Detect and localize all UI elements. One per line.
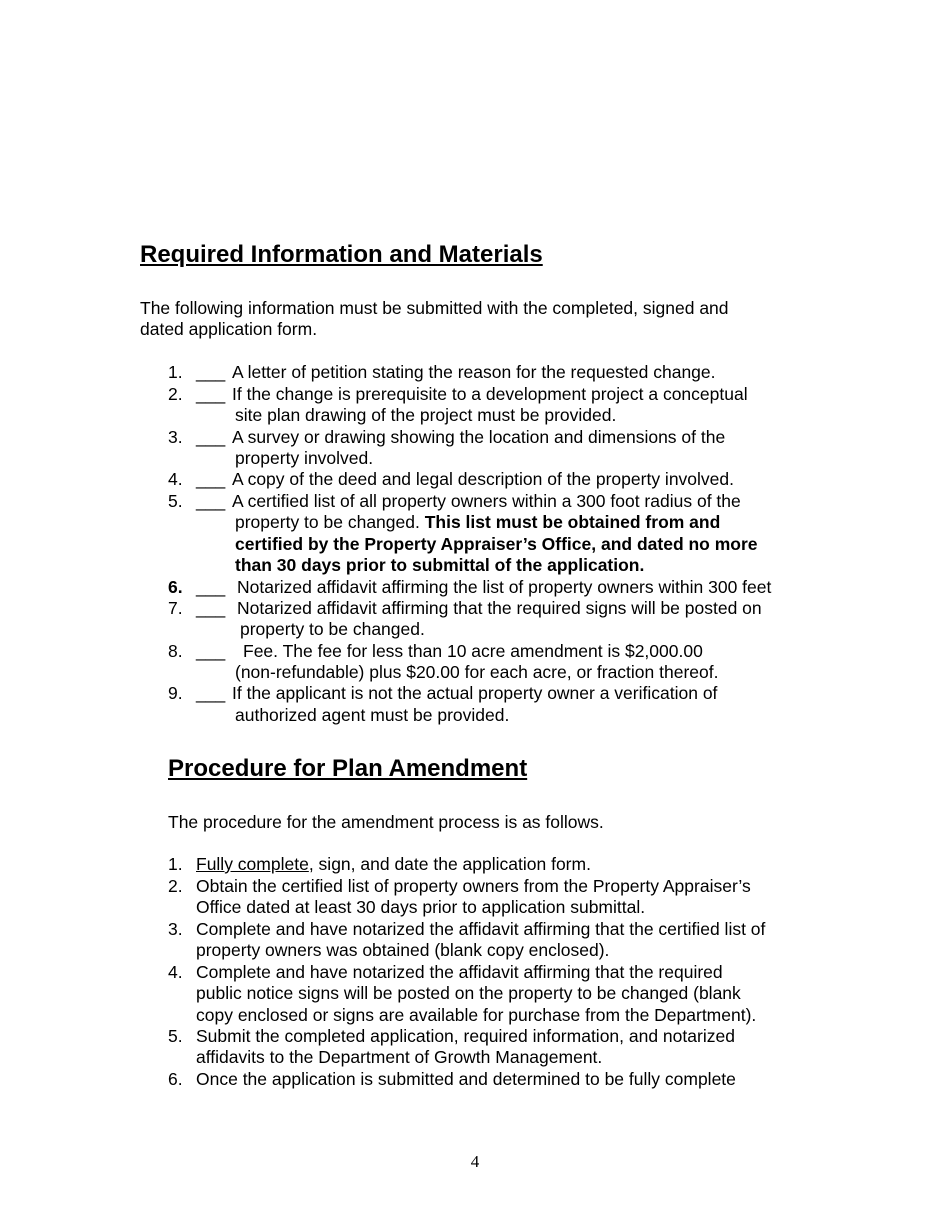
checkbox-blank: ___ [196, 491, 226, 511]
item-text-continued: (non-refundable) plus $20.00 for each acre, or fraction thereof. [235, 662, 719, 682]
item-text: Fee. The fee for less than 10 acre amendment is $2,000.00 [243, 641, 703, 661]
procedure-intro: The procedure for the amendment process is as follows. [168, 812, 604, 832]
item-text: If the applicant is not the actual property owner a verification of [232, 683, 718, 703]
item-text-bold-continued: certified by the Property Appraiser’s Office, and dated no more [235, 534, 758, 554]
item-text-plain: property to be changed. [235, 512, 425, 532]
item-text: Complete and have notarized the affidavit affirming that the certified list of [196, 919, 766, 939]
item-text: A letter of petition stating the reason for the requested change. [232, 362, 716, 382]
required-intro-line-1: The following information must be submitted with the completed, signed and [140, 298, 729, 318]
item-number: 3. [168, 427, 183, 447]
item-text: A survey or drawing showing the location and dimensions of the [232, 427, 726, 447]
item-text-continued: property involved. [235, 448, 374, 468]
underlined-text: Fully complete [196, 854, 309, 874]
item-number: 6. [168, 577, 183, 597]
item-number: 1. [168, 362, 183, 382]
section-heading-procedure: Procedure for Plan Amendment [168, 755, 528, 782]
item-text-continued: authorized agent must be provided. [235, 705, 510, 725]
item-number: 4. [168, 962, 183, 982]
item-text-bold: This list must be obtained from and [424, 512, 721, 532]
item-text-continued: Office dated at least 30 days prior to application submittal. [196, 897, 646, 917]
item-number: 9. [168, 683, 183, 703]
checkbox-blank: ___ [196, 683, 226, 703]
checkbox-blank: ___ [196, 384, 226, 404]
item-text: A certified list of all property owners within a 300 foot radius of the [232, 491, 741, 511]
item-text-continued: site plan drawing of the project must be provided. [235, 405, 617, 425]
item-text-continued: public notice signs will be posted on the property to be changed (blank [196, 983, 741, 1003]
item-number: 5. [168, 1026, 183, 1046]
item-text-continued: property to be changed. [240, 619, 425, 639]
item-number: 6. [168, 1069, 183, 1089]
item-text: Complete and have notarized the affidavit affirming that the required [196, 962, 723, 982]
checkbox-blank: ___ [196, 362, 226, 382]
checkbox-blank: ___ [196, 427, 226, 447]
item-text-continued: property owners was obtained (blank copy enclosed). [196, 940, 610, 960]
item-text [196, 854, 591, 876]
item-number: 5. [168, 491, 183, 511]
checkbox-blank: ___ [196, 641, 226, 661]
item-number: 4. [168, 469, 183, 489]
checkbox-blank: ___ [196, 469, 226, 489]
item-number: 2. [168, 384, 183, 404]
item-text-rest: , sign, and date the application form. [308, 854, 591, 874]
required-intro-line-2: dated application form. [140, 319, 318, 339]
item-number: 7. [168, 598, 183, 618]
item-number: 2. [168, 876, 183, 896]
item-number: 8. [168, 641, 183, 661]
item-text-continued: copy enclosed or signs are available for purchase from the Department). [196, 1005, 757, 1025]
item-text: Notarized affidavit affirming the list of property owners within 300 feet [237, 577, 772, 597]
item-text-continued: affidavits to the Department of Growth Management. [196, 1047, 603, 1067]
section-heading-required: Required Information and Materials [140, 241, 543, 268]
item-text-bold-continued: than 30 days prior to submittal of the application. [235, 555, 645, 575]
checkbox-blank: ___ [196, 577, 226, 597]
checkbox-blank: ___ [196, 598, 226, 618]
item-text-continued [235, 512, 720, 534]
item-text: Notarized affidavit affirming that the required signs will be posted on [237, 598, 762, 618]
item-text: If the change is prerequisite to a development project a conceptual [232, 384, 748, 404]
item-number: 1. [168, 854, 183, 874]
item-number: 3. [168, 919, 183, 939]
item-text: Obtain the certified list of property owners from the Property Appraiser’s [196, 876, 751, 896]
page-number: 4 [470, 1152, 480, 1171]
item-text: A copy of the deed and legal description of the property involved. [232, 469, 734, 489]
item-text: Submit the completed application, required information, and notarized [196, 1026, 735, 1046]
item-text: Once the application is submitted and determined to be fully complete [196, 1069, 736, 1089]
